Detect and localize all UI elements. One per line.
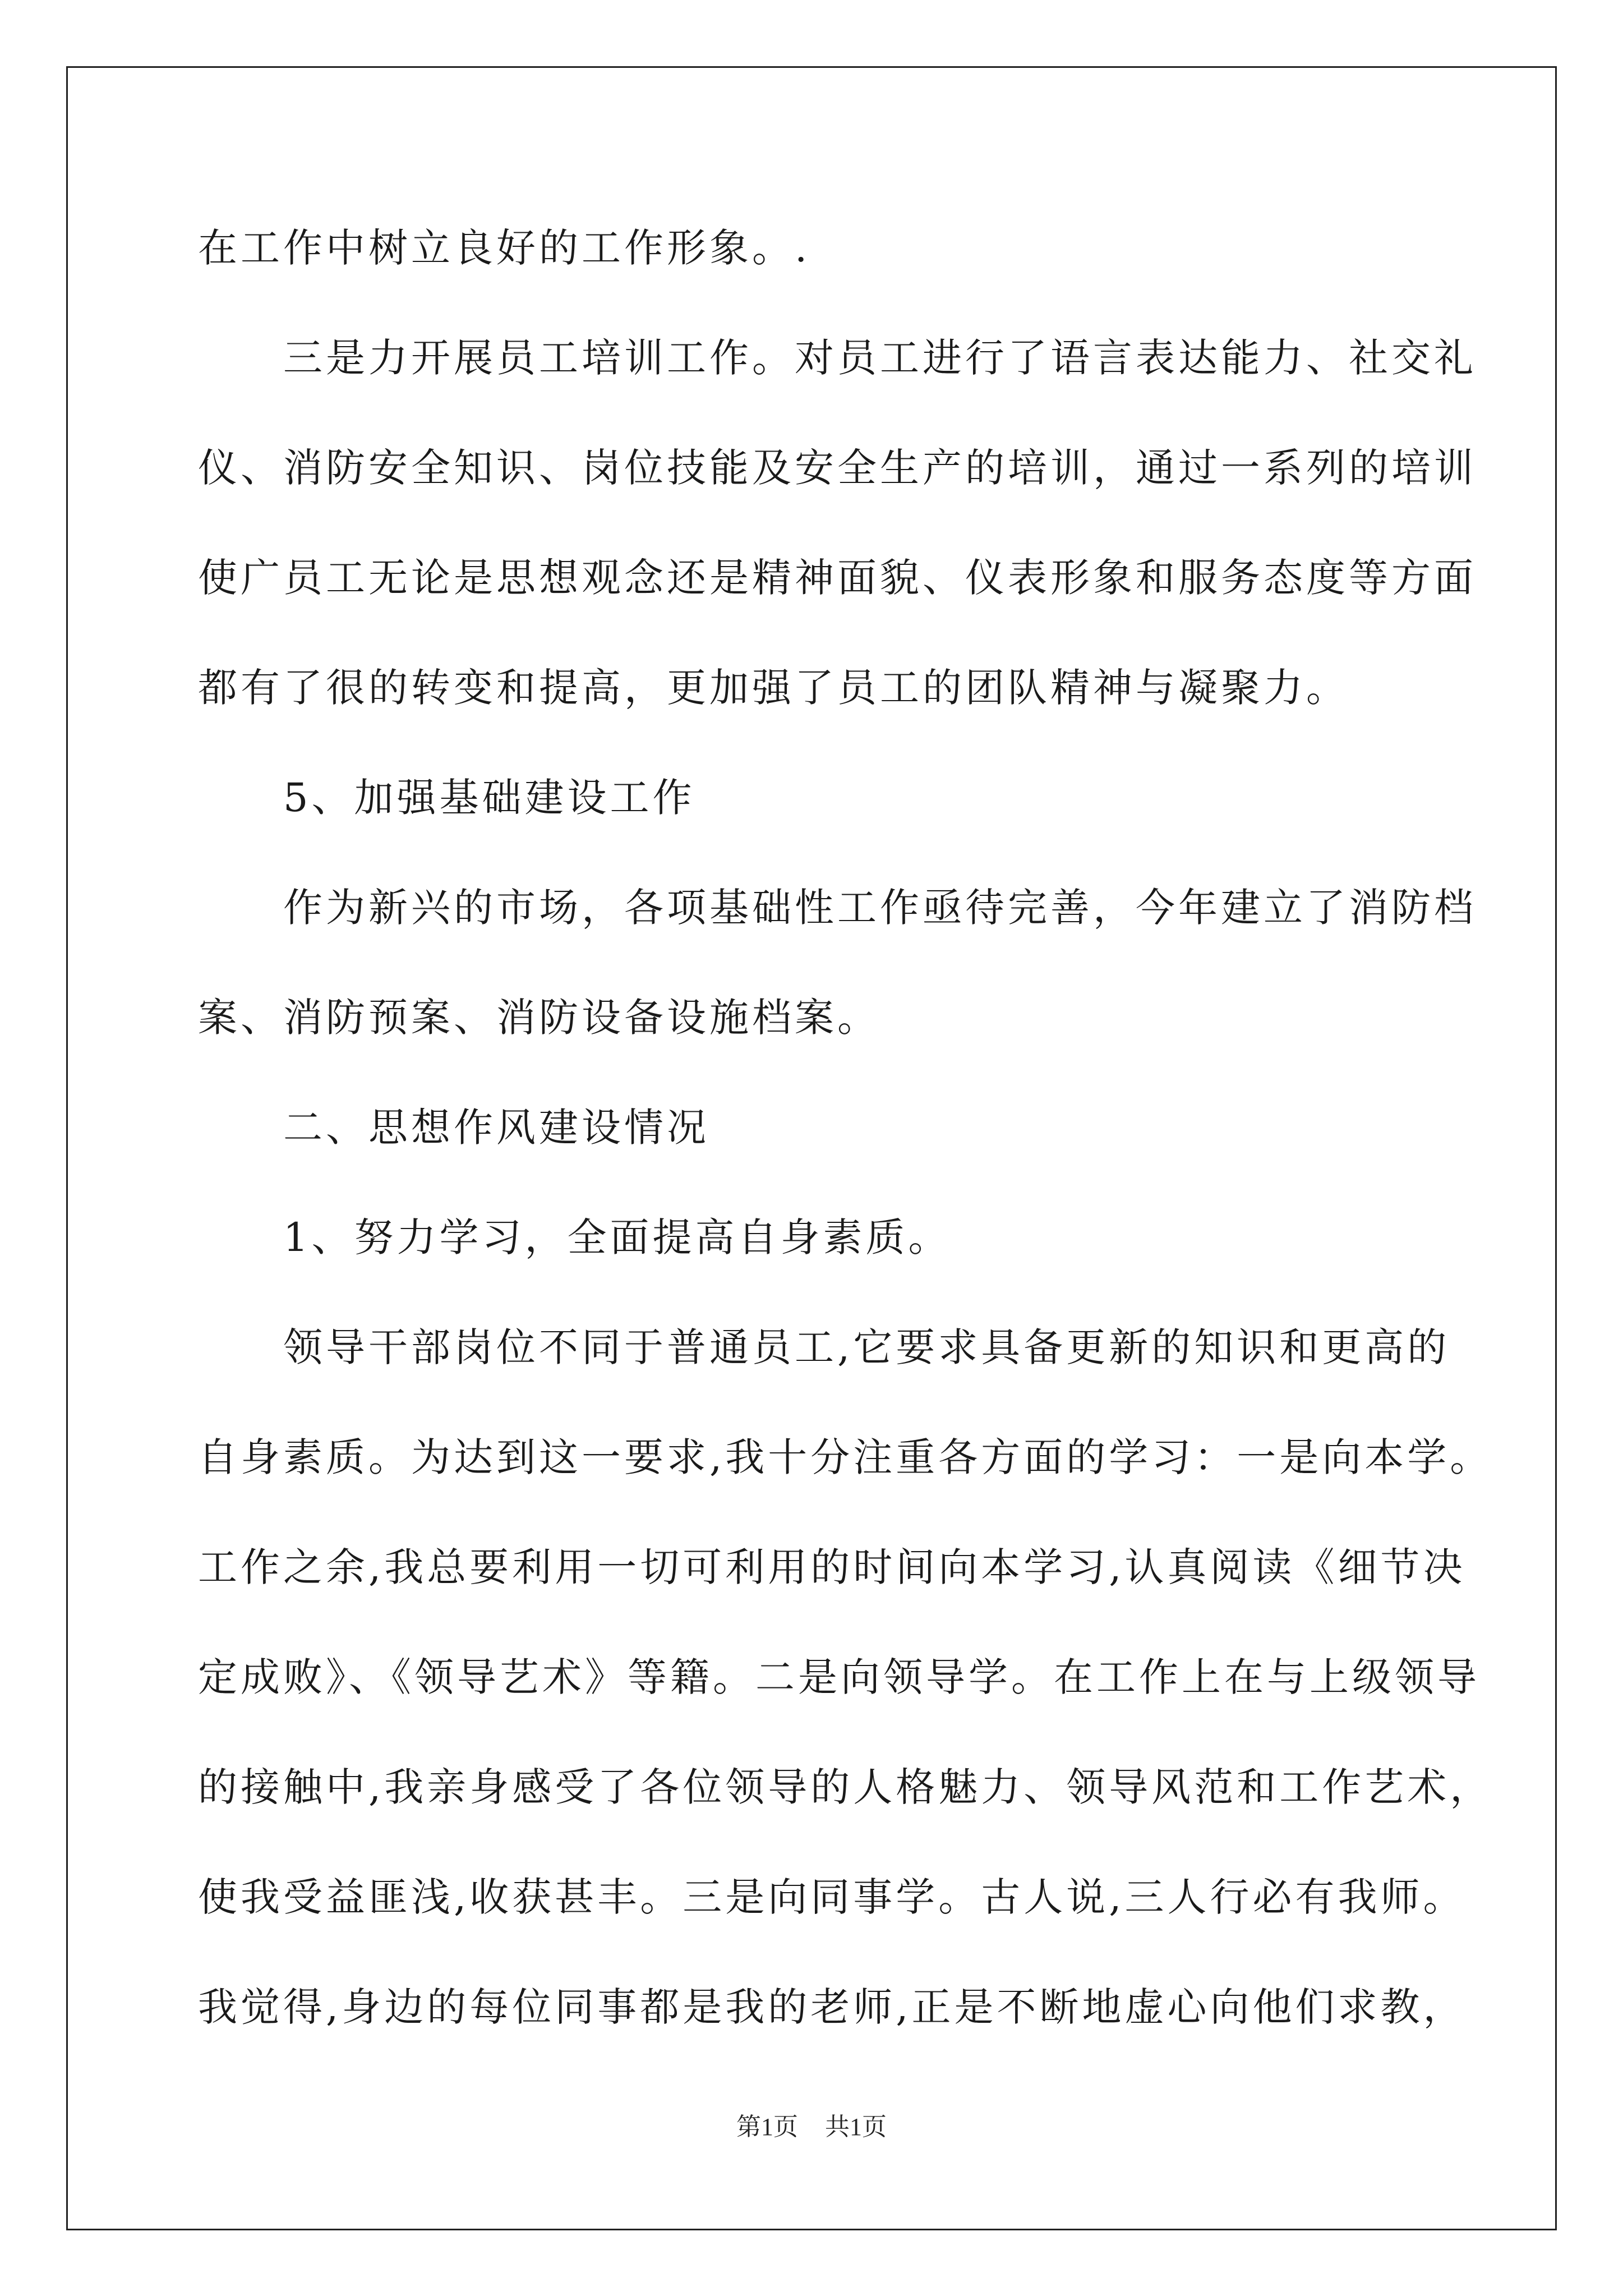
text-line: 使广员工无论是思想观念还是精神面貌、仪表形象和服务态度等方面 bbox=[198, 555, 1477, 601]
section-heading: 1、努力学习，全面提高自身素质。 bbox=[283, 1214, 951, 1260]
text-line: 自身素质。为达到这一要求,我十分注重各方面的学习：一是向本学。 bbox=[198, 1434, 1493, 1480]
text-line: 案、消防预案、消防设备设施档案。 bbox=[198, 995, 880, 1041]
section-heading: 5、加强基础建设工作 bbox=[283, 775, 695, 821]
text-line: 的接触中,我亲身感受了各位领导的人格魅力、领导风范和工作艺术， bbox=[198, 1764, 1493, 1810]
page-footer bbox=[0, 2110, 1623, 2144]
page-number: 第1页 bbox=[736, 2113, 798, 2141]
page-total: 共1页 bbox=[825, 2113, 887, 2141]
section-heading: 二、思想作风建设情况 bbox=[283, 1105, 709, 1151]
document-body bbox=[198, 209, 1493, 2078]
text-line: 定成败》、《领导艺术》等籍。二是向领导学。在工作上在与上级领导 bbox=[198, 1654, 1480, 1700]
text-line: 都有了很的转变和提高，更加强了员工的团队精神与凝聚力。 bbox=[198, 665, 1349, 711]
text-line: 作为新兴的市场，各项基础性工作亟待完善，今年建立了消防档 bbox=[283, 885, 1477, 931]
text-line: 在工作中树立良好的工作形象。. bbox=[198, 225, 811, 271]
text-line: 仪、消防安全知识、岗位技能及安全生产的培训，通过一系列的培训 bbox=[198, 445, 1477, 491]
text-line: 我觉得,身边的每位同事都是我的老师,正是不断地虚心向他们求教， bbox=[198, 1984, 1466, 2030]
text-line: 三是力开展员工培训工作。对员工进行了语言表达能力、社交礼 bbox=[283, 335, 1477, 381]
text-line: 使我受益匪浅,收获甚丰。三是向同事学。古人说,三人行必有我师。 bbox=[198, 1874, 1466, 1920]
text-line: 领导干部岗位不同于普通员工,它要求具备更新的知识和更高的 bbox=[283, 1324, 1450, 1370]
text-line: 工作之余,我总要利用一切可利用的时间向本学习,认真阅读《细节决 bbox=[198, 1544, 1466, 1590]
